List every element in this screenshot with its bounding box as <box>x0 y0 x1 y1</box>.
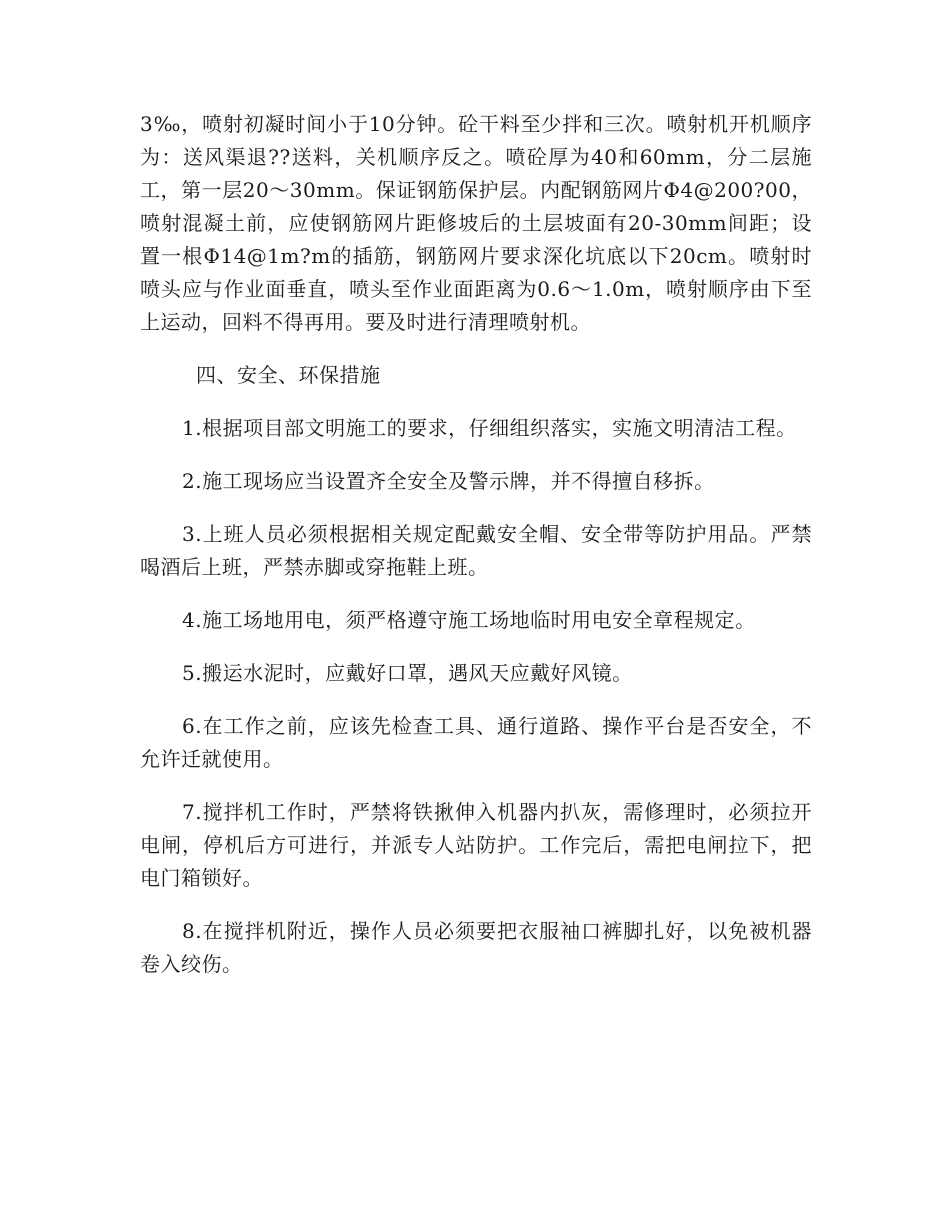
list-item: 1.根据项目部文明施工的要求，仔细组织落实，实施文明清洁工程。 <box>182 416 797 440</box>
document-body <box>140 108 812 981</box>
list-item: 4.施工场地用电，须严格遵守施工场地临时用电安全章程规定。 <box>182 608 756 632</box>
list-item: 7.搅拌机工作时，严禁将铁揪伸入机器内扒灰，需修理时，必须拉开电闸，停机后方可进行，并派专人站防护。工作完后，需把电闸拉下，把电门箱锁好。 <box>140 800 812 890</box>
intro-paragraph: 3‰，喷射初凝时间小于10分钟。砼干料至少拌和三次。喷射机开机顺序为：送风渠退??送料，关机顺序反之。喷砼厚为40和60mm，分二层施工，第一层20～30mm。保证钢筋保护层。内配钢筋网片Φ4@200?00，喷射混凝土前，应使钢筋网片距修坡后的土层坡面有20-30mm间距；设置一根Φ14@1m?m的插筋，钢筋网片要求深化坑底以下20cm。喷射时喷头应与作业面垂直，喷头至作业面距离为0.6～1.0m，喷射顺序由下至上运动，回料不得再用。要及时进行清理喷射机。 <box>140 112 812 334</box>
list-item: 3.上班人员必须根据相关规定配戴安全帽、安全带等防护用品。严禁喝酒后上班，严禁赤脚或穿拖鞋上班。 <box>140 522 812 579</box>
list-item: 6.在工作之前，应该先检查工具、通行道路、操作平台是否安全，不允许迁就使用。 <box>140 714 812 771</box>
list-item: 2.施工现场应当设置齐全安全及警示牌，并不得擅自移拆。 <box>182 469 715 493</box>
list-item: 8.在搅拌机附近，操作人员必须要把衣服袖口裤脚扎好，以免被机器卷入绞伤。 <box>140 919 812 976</box>
list-item: 5.搬运水泥时，应戴好口罩，遇风天应戴好风镜。 <box>182 661 633 685</box>
section-heading: 四、安全、环保措施 <box>196 363 381 387</box>
